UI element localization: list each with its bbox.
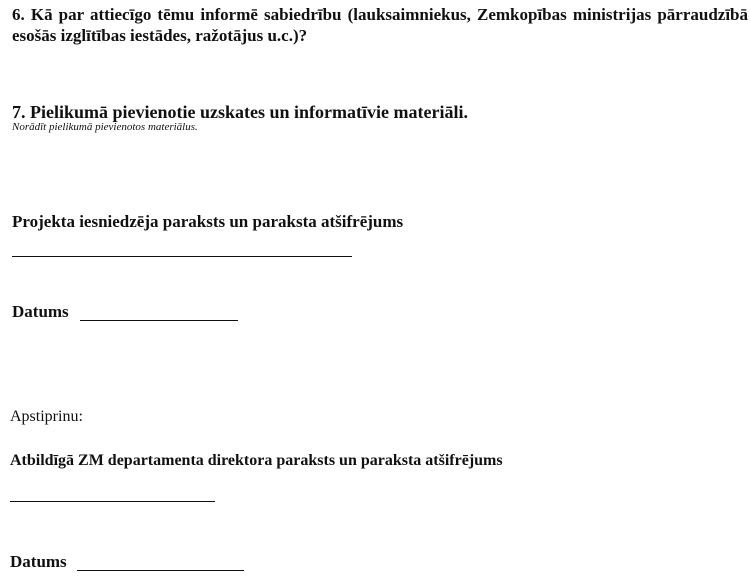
applicant-signature-label: Projekta iesniedzēja paraksts un paraksta atšifrējums xyxy=(12,212,404,231)
applicant-signature-line[interactable] xyxy=(12,256,352,257)
director-signature-label: Atbildīgā ZM departamenta direktora paraksts un paraksta atšifrējums xyxy=(10,452,503,469)
question-7-title: 7. Pielikumā pievienotie uzskates un informatīvie materiāli. xyxy=(12,102,468,122)
applicant-date-label: Datums xyxy=(12,302,69,321)
applicant-date-line[interactable] xyxy=(80,320,238,321)
question-6: 6. Kā par attiecīgo tēmu informē sabiedrību (lauksaimniekus, Zemkopības ministrijas pārraudzībā esošās izglītības iestādes, ražotājus u.c.)? xyxy=(12,5,748,45)
director-signature-line[interactable] xyxy=(10,501,215,502)
director-date-line[interactable] xyxy=(77,570,244,571)
director-date-label: Datums xyxy=(10,552,67,571)
approval-label: Apstiprinu: xyxy=(10,408,83,425)
question-7-note: Norādīt pielikumā pievienotos materiālus. xyxy=(12,121,198,133)
